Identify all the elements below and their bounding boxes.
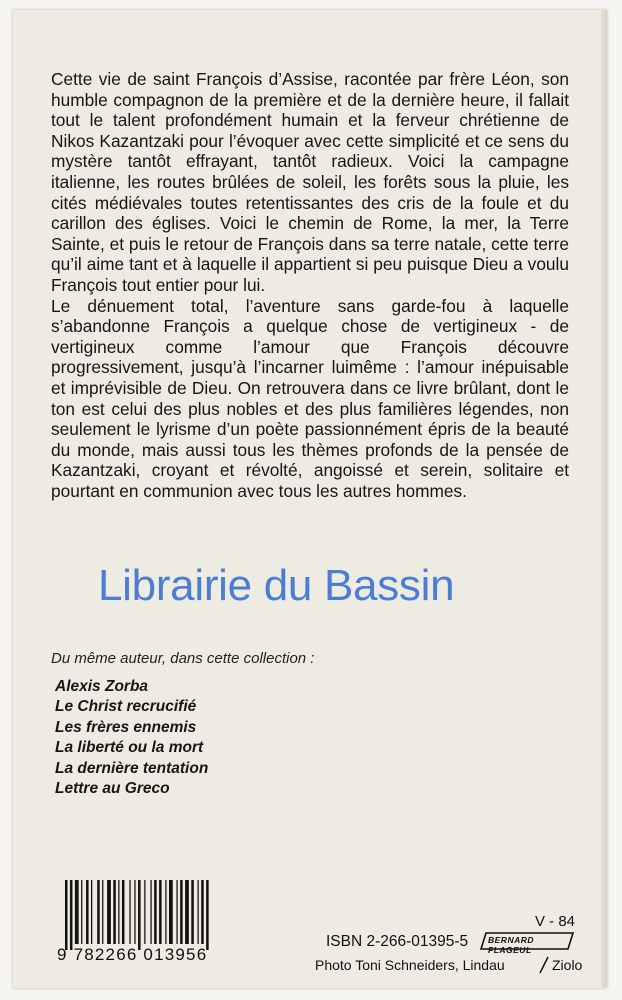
barcode-bar	[201, 880, 204, 944]
barcode-bar	[129, 880, 130, 944]
barcode-bar	[191, 880, 194, 944]
barcode-bar	[107, 880, 111, 944]
title-item: La liberté ou la mort	[55, 739, 204, 757]
barcode-bar	[75, 880, 79, 944]
title-item: La dernière tentation	[55, 759, 209, 777]
bookseller-watermark: Librairie du Bassin	[98, 561, 455, 610]
barcode-bar	[159, 880, 162, 944]
publisher-logo-text: BERNARD FLAGEUL	[488, 935, 534, 955]
barcode-bar	[150, 880, 151, 944]
cover-edge	[601, 10, 607, 988]
photo-credit: Photo Toni Schneiders, Lindau	[315, 957, 505, 973]
barcode-bar	[65, 880, 68, 950]
barcode-bar	[144, 880, 145, 944]
title-item: Les frères ennemis	[55, 718, 197, 736]
barcode-bar	[102, 880, 103, 944]
barcode-bar	[70, 880, 73, 950]
barcode-bar	[134, 880, 135, 944]
series-credit: Ziolo	[552, 957, 583, 973]
blurb-text	[51, 69, 569, 501]
barcode-bar	[122, 880, 125, 944]
barcode-bar	[206, 880, 209, 950]
barcode-bar	[81, 880, 82, 944]
blurb-paragraph-2: Le dénuement total, l’aventure sans garde-fou à laquelle s’abandonne François a quelque chose de vertigineux - de vertigineux comme l’amour que François découvre progressivement, jusqu’à l’incarner luimême : l’amour inépuisable et imprévisible de Dieu. On retrouvera dans ce livre brûlant, dont le ton est celui des plus nobles et des plus familières légendes, non seulement le lyrisme d’un poète passionnément épris de la beauté du monde, mais aussi tous les thèmes profonds de la pensée de Kazantzaki, croyant et révolté, angoissé et serein, solitaire et pourtant en communion avec tous les autres hommes.	[51, 295, 569, 501]
same-author-heading: Du même auteur, dans cette collection :	[51, 650, 315, 667]
title-item: Le Christ recrucifié	[55, 698, 197, 716]
title-item: Lettre au Greco	[55, 780, 170, 798]
publisher-logo	[478, 931, 576, 955]
same-author-titles	[55, 677, 208, 799]
price-code: V - 84	[535, 913, 576, 930]
barcode-bar	[86, 880, 89, 944]
barcode-bar	[165, 880, 166, 944]
barcode-digits: 9 782266 013956	[57, 945, 208, 964]
barcode-bar	[180, 880, 183, 944]
barcode-bar	[176, 880, 177, 944]
barcode-bar	[118, 880, 119, 944]
barcode-bar	[113, 880, 116, 944]
barcode-bar	[185, 880, 189, 944]
isbn: ISBN 2-266-01395-5	[326, 933, 469, 950]
barcode-bar	[97, 880, 100, 944]
blurb-paragraph-1: Cette vie de saint François d’Assise, racontée par frère Léon, son humble compagnon de la première et de la dernière heure, il fallait tout le talent profondément humain et la ferveur chrétienne de Nikos Kazantzaki pour l’évoquer avec cette simplicité et ce sens du mystère tantôt effrayant, tantôt radieux. Voici la campagne italienne, les routes brûlées de soleil, les forêts sous la pluie, les cités médiévales toutes retentissantes des cris de la foule et du carillon des églises. Voici le chemin de Rome, la mer, la Terre Sainte, et puis le retour de François dans sa terre natale, cette terre qu’il aime tant et à laquelle il appartient si peu puisque Dieu a voulu François tout entier pour lui.	[51, 69, 569, 295]
barcode-bar	[198, 880, 199, 944]
title-item: Alexis Zorba	[55, 678, 149, 695]
barcode-bar	[91, 880, 92, 944]
barcode	[63, 880, 243, 950]
barcode-bar	[154, 880, 157, 944]
barcode-bar	[169, 880, 173, 944]
barcode-bar	[138, 880, 141, 950]
slash-mark	[538, 956, 550, 974]
